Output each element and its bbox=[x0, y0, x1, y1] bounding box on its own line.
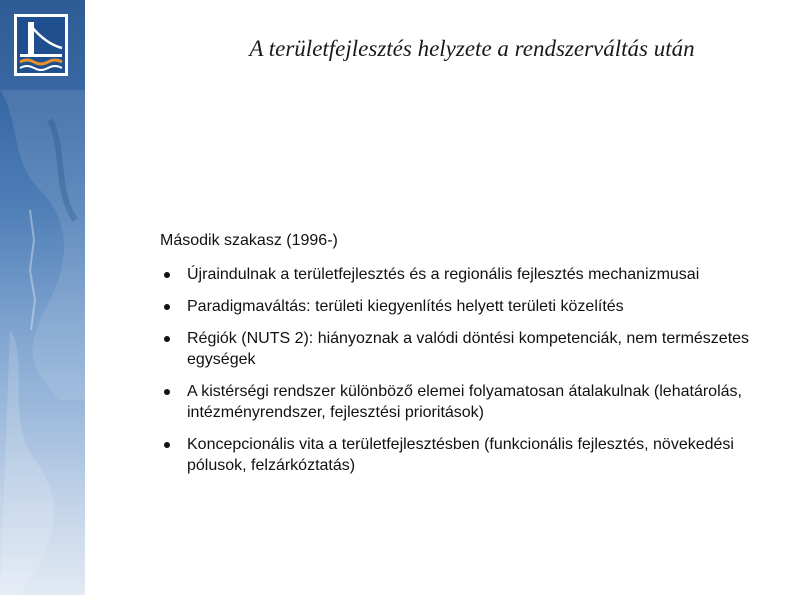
bullet-item bbox=[160, 264, 780, 285]
bullet-item bbox=[160, 434, 780, 476]
section-heading: Második szakasz (1996-) bbox=[160, 232, 338, 249]
bullet-text: Koncepcionális vita a területfejlesztésben (funkcionális fejlesztés, növekedési pólusok, felzárkóztatás) bbox=[187, 436, 734, 474]
sidebar-streak-1 bbox=[30, 210, 35, 330]
bullet-item bbox=[160, 381, 780, 423]
bridge-logo-icon bbox=[14, 14, 68, 76]
decorative-sidebar bbox=[0, 0, 85, 595]
bullet-text: A kistérségi rendszer különböző elemei folyamatosan átalakulnak (lehatárolás, intézményrendszer, fejlesztési prioritások) bbox=[187, 383, 742, 421]
bullet-text: Régiók (NUTS 2): hiányoznak a valódi döntési kompetenciák, nem természetes egységek bbox=[187, 330, 750, 368]
bullet-text: Újraindulnak a területfejlesztés és a regionális fejlesztés mechanizmusai bbox=[187, 266, 700, 283]
slide-content bbox=[160, 230, 780, 487]
bullet-list bbox=[160, 264, 780, 476]
bullet-dot-icon bbox=[164, 442, 170, 448]
slide-title: A területfejlesztés helyzete a rendszerváltás után bbox=[249, 36, 695, 61]
bullet-dot-icon bbox=[164, 272, 170, 278]
bullet-dot-icon bbox=[164, 336, 170, 342]
bullet-text: Paradigmaváltás: területi kiegyenlítés helyett területi közelítés bbox=[187, 298, 624, 315]
sidebar-texture bbox=[0, 0, 85, 595]
bullet-dot-icon bbox=[164, 389, 170, 395]
bullet-item bbox=[160, 296, 780, 317]
bullet-item bbox=[160, 328, 780, 370]
bullet-dot-icon bbox=[164, 304, 170, 310]
